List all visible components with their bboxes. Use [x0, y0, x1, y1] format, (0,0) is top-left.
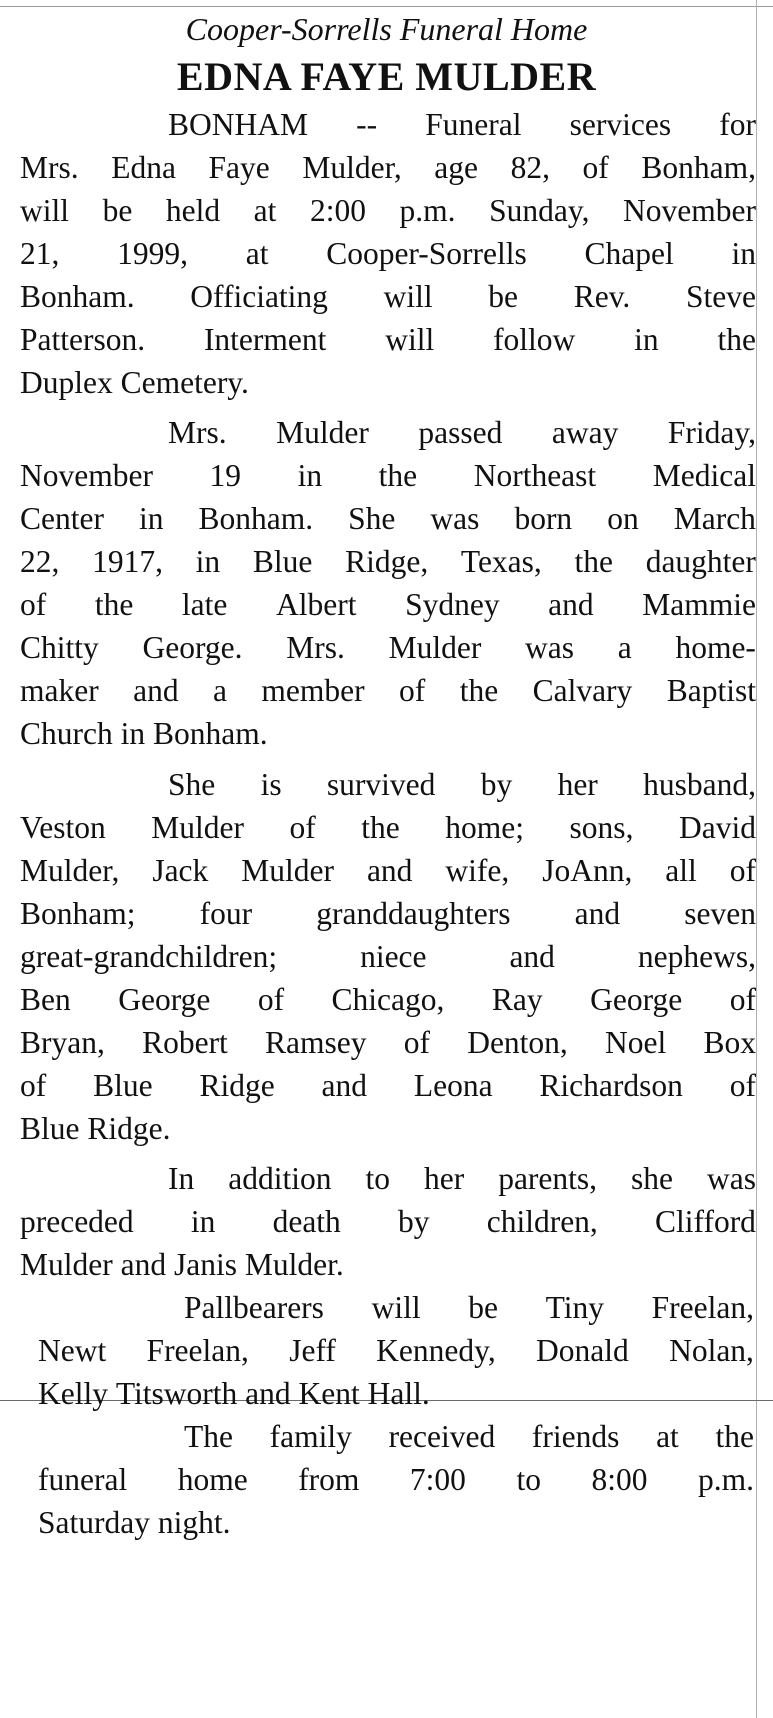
text-line: Saturday night.	[38, 1505, 231, 1540]
text-line: Church in Bonham.	[20, 716, 268, 751]
text-line: great-grandchildren; niece and nephews,	[20, 939, 756, 974]
text-line: Bonham. Officiating will be Rev. Steve	[20, 279, 756, 314]
text-line: The family received friends at the	[184, 1419, 754, 1454]
funeral-home-header: Cooper-Sorrells Funeral Home	[185, 11, 588, 47]
text-line: Mrs. Mulder passed away Friday,	[168, 415, 756, 450]
text-line: Pallbearers will be Tiny Freelan,	[184, 1290, 754, 1325]
clipping-top-edge	[0, 6, 773, 7]
text-line: She is survived by her husband,	[168, 767, 756, 802]
text-line: In addition to her parents, she was	[168, 1161, 756, 1196]
text-line: preceded in death by children, Clifford	[20, 1204, 756, 1239]
text-line: Newt Freelan, Jeff Kennedy, Donald Nolan,	[38, 1333, 754, 1368]
text-line: Mulder, Jack Mulder and wife, JoAnn, all of	[20, 853, 756, 888]
text-line: of Blue Ridge and Leona Richardson of	[20, 1068, 756, 1103]
text-line: of the late Albert Sydney and Mammie	[20, 587, 756, 622]
text-line: will be held at 2:00 p.m. Sunday, November	[20, 193, 756, 228]
text-line: November 19 in the Northeast Medical	[20, 458, 756, 493]
text-line: Bonham; four granddaughters and seven	[20, 896, 756, 931]
deceased-name: EDNA FAYE MULDER	[176, 54, 597, 99]
text-line: Bryan, Robert Ramsey of Denton, Noel Box	[20, 1025, 756, 1060]
text-line: Center in Bonham. She was born on March	[20, 501, 756, 536]
text-line: Kelly Titsworth and Kent Hall.	[38, 1376, 430, 1411]
text-line: Chitty George. Mrs. Mulder was a home-	[20, 630, 756, 665]
text-line: Mrs. Edna Faye Mulder, age 82, of Bonham,	[20, 150, 756, 185]
text-line: Patterson. Interment will follow in the	[20, 322, 756, 357]
text-line: Blue Ridge.	[20, 1111, 171, 1146]
text-line: funeral home from 7:00 to 8:00 p.m.	[38, 1462, 754, 1497]
text-line: 21, 1999, at Cooper-Sorrells Chapel in	[20, 236, 756, 271]
text-line: Ben George of Chicago, Ray George of	[20, 982, 756, 1017]
text-line: maker and a member of the Calvary Baptist	[20, 673, 756, 708]
text-line: 22, 1917, in Blue Ridge, Texas, the daughter	[20, 544, 756, 579]
clipping-right-edge	[756, 0, 757, 1718]
text-line: Mulder and Janis Mulder.	[20, 1247, 344, 1282]
text-line: Duplex Cemetery.	[20, 365, 249, 400]
text-line: BONHAM -- Funeral services for	[168, 107, 756, 142]
text-line: Veston Mulder of the home; sons, David	[20, 810, 756, 845]
